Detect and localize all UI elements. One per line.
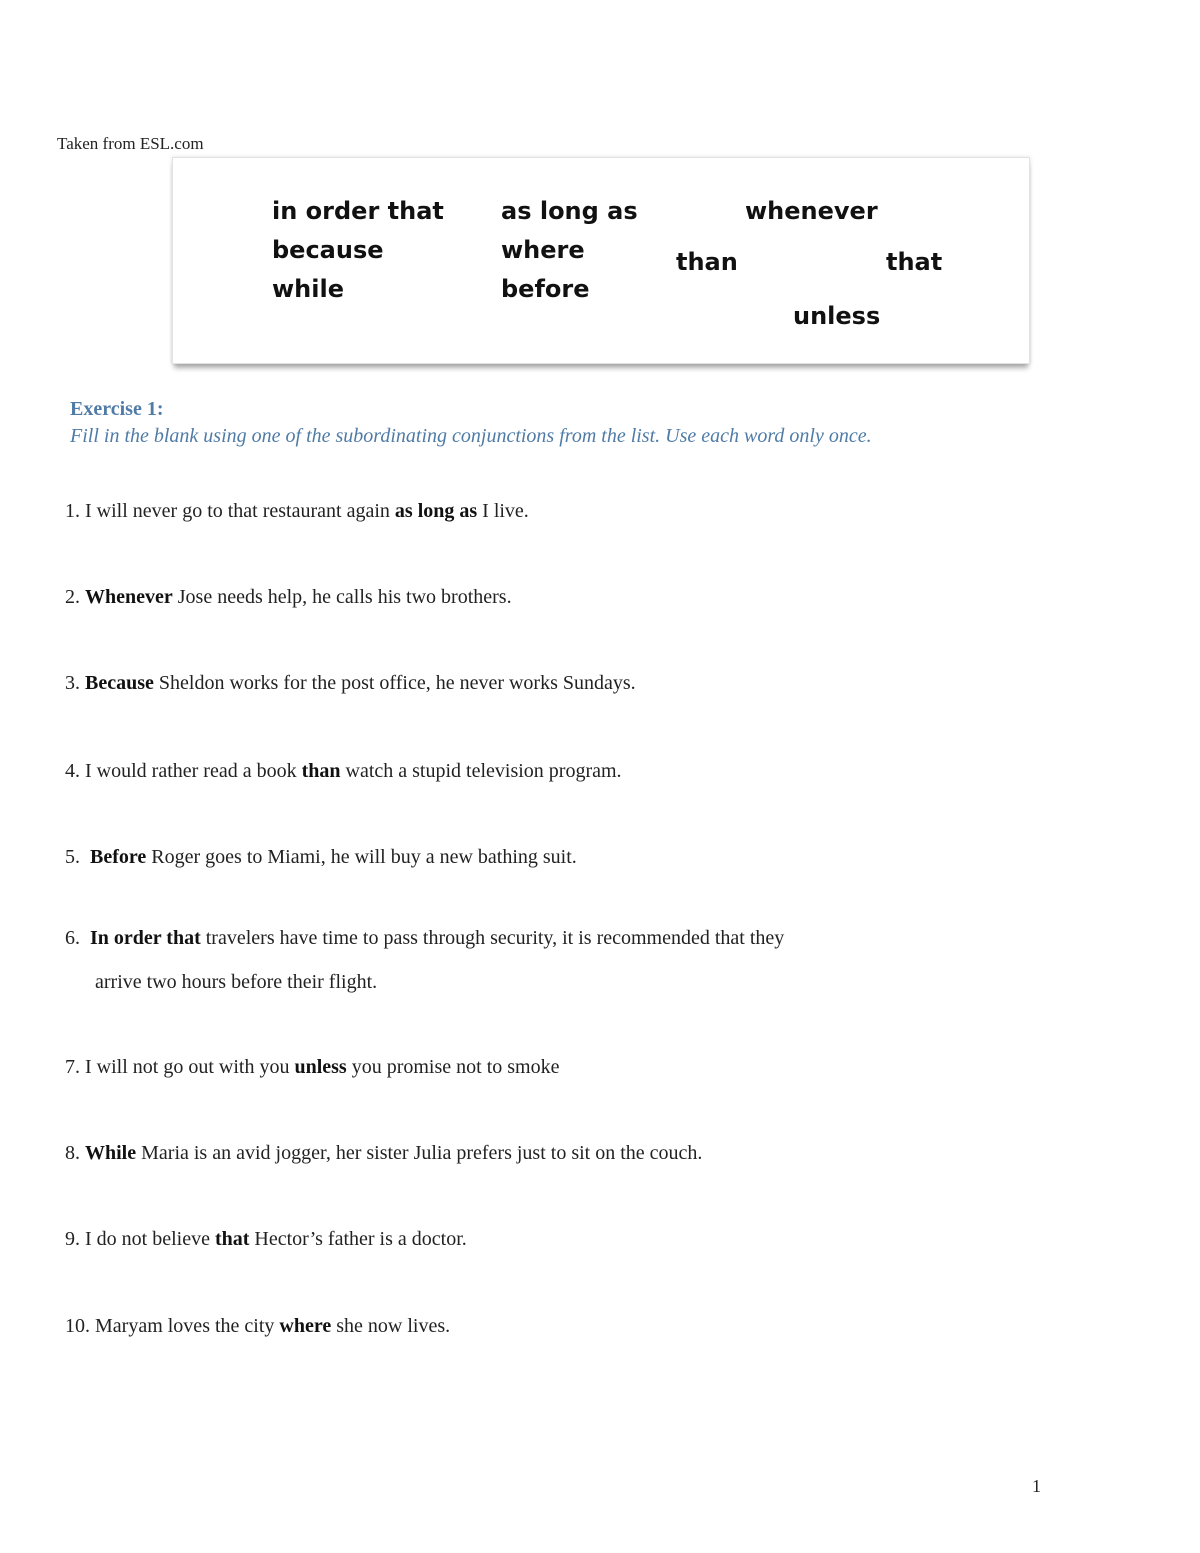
exercise-item-7 [65,1055,559,1079]
item-number: 4. [65,760,80,782]
item-text-after: Hector’s father is a doctor. [249,1228,467,1250]
item-text-before: I do not believe [80,1228,215,1250]
word-where: where [501,236,585,264]
item-answer: While [85,1142,137,1164]
item-number: 8. [65,1142,80,1164]
word-in-order-that: in order that [272,197,444,225]
exercise-item-9 [65,1227,467,1251]
exercise-item-10 [65,1314,450,1338]
item-text-before: Maryam loves the city [90,1315,280,1337]
word-unless: unless [793,302,881,330]
word-that: that [886,248,943,276]
item-text-after: Sheldon works for the post office, he never works Sundays. [153,672,636,694]
exercise-item-1 [65,499,529,523]
item-text-before: I will not go out with you [80,1056,295,1078]
item-answer: unless [294,1056,347,1078]
item-number: 1. [65,500,80,522]
exercise-item-6 [65,926,784,950]
item-text-after: Maria is an avid jogger, her sister Julia prefers just to sit on the couch. [136,1142,703,1164]
item-text-before [80,846,90,868]
exercise-item-4 [65,759,622,783]
item-number: 3. [65,672,80,694]
item-answer: than [301,760,341,782]
item-text-after: watch a stupid television program. [340,760,622,782]
item-text-after: travelers have time to pass through security, it is recommended that they [200,927,785,949]
item-text-after: she now lives. [331,1315,451,1337]
word-bank-box [172,157,1030,364]
item-answer: Because [85,672,154,694]
item-answer: as long as [394,500,478,522]
exercise-title: Exercise 1: [70,398,164,420]
item-number: 5. [65,846,80,868]
item-answer: Before [90,846,147,868]
item-text-before: I would rather read a book [80,760,302,782]
item-number: 6. [65,927,80,949]
word-whenever: whenever [745,197,878,225]
item-text-before [80,927,90,949]
exercise-item-6-continuation: arrive two hours before their flight. [95,971,378,993]
exercise-item-5 [65,845,577,869]
item-text-after: Jose needs help, he calls his two brothers. [172,586,512,608]
item-number: 10. [65,1315,90,1337]
word-as-long-as: as long as [501,197,638,225]
source-note: Taken from ESL.com [57,134,204,153]
item-number: 7. [65,1056,80,1078]
item-answer: In order that [90,927,201,949]
item-text-after: Roger goes to Miami, he will buy a new bathing suit. [146,846,577,868]
item-answer: where [279,1315,332,1337]
exercise-item-8 [65,1141,702,1165]
exercise-item-3 [65,671,636,695]
item-text-after: I live. [477,500,529,522]
item-answer: that [214,1228,250,1250]
word-before: before [501,275,590,303]
word-while: while [272,275,344,303]
item-answer: Whenever [85,586,173,608]
exercise-item-2 [65,585,512,609]
word-than: than [676,248,738,276]
word-because: because [272,236,384,264]
item-text-after: you promise not to smoke [346,1056,560,1078]
item-text-before: I will never go to that restaurant again [80,500,395,522]
item-number: 2. [65,586,80,608]
item-number: 9. [65,1228,80,1250]
exercise-instructions: Fill in the blank using one of the subordinating conjunctions from the list. Use each word only once. [70,425,872,447]
page-number: 1 [1032,1476,1041,1496]
